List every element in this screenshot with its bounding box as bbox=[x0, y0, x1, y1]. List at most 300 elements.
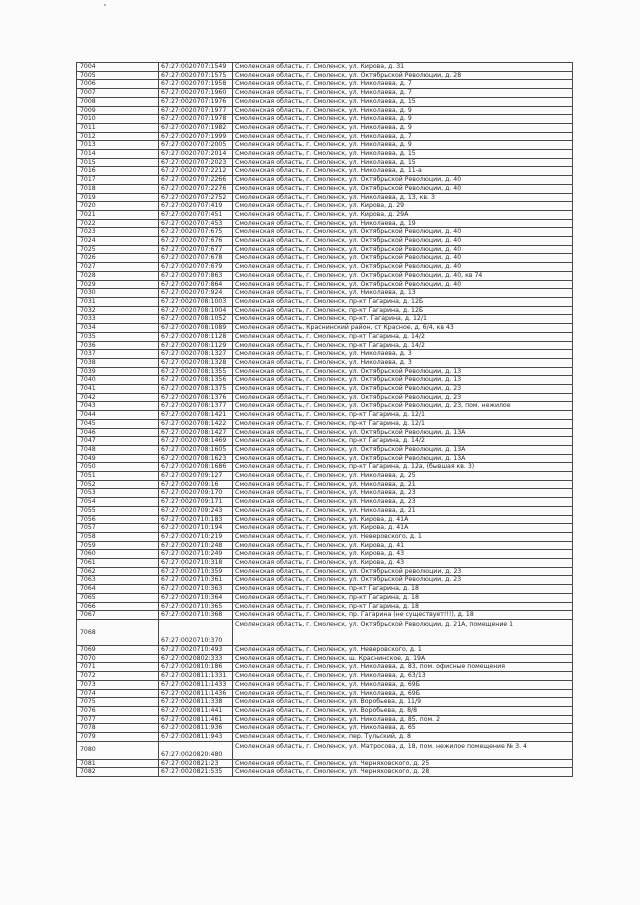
cadastral-number: 67:27:0020820:480 bbox=[159, 741, 233, 759]
row-number: 7008 bbox=[77, 97, 159, 106]
row-number: 7054 bbox=[77, 498, 159, 507]
row-number: 7027 bbox=[77, 263, 159, 272]
table-row bbox=[77, 254, 573, 263]
row-number: 7004 bbox=[77, 63, 159, 72]
table-row bbox=[77, 237, 573, 246]
row-number: 7082 bbox=[77, 768, 159, 777]
row-number: 7081 bbox=[77, 759, 159, 768]
row-number: 7060 bbox=[77, 550, 159, 559]
address-cell: Смоленская область, г. Смоленск, пер. Тульский, д. 8 bbox=[233, 733, 573, 742]
address-cell: Смоленская область, г. Смоленск, пр-кт Гагарина, д. 14/2 bbox=[233, 341, 573, 350]
row-number: 7020 bbox=[77, 202, 159, 211]
address-cell: Смоленская область, г. Смоленск, ул. Октябрьской революции, д. 23 bbox=[233, 567, 573, 576]
table-row bbox=[77, 132, 573, 141]
address-cell: Смоленская область, г. Смоленск, ул. Октябрьской Революции, д. 13А bbox=[233, 428, 573, 437]
address-cell: Смоленская область, г. Смоленск, ул. Октябрьской Революции, д. 28 bbox=[233, 71, 573, 80]
cadastral-number: 67:27:0020710:183 bbox=[159, 515, 233, 524]
registry-table-body bbox=[77, 63, 573, 777]
table-row bbox=[77, 672, 573, 681]
cadastral-number: 67:27:0020710:365 bbox=[159, 602, 233, 611]
cadastral-number: 67:27:0020709:16 bbox=[159, 480, 233, 489]
table-row bbox=[77, 150, 573, 159]
row-number: 7007 bbox=[77, 89, 159, 98]
address-cell: Смоленская область, г. Смоленск, ул. Кирова, д. 41А bbox=[233, 524, 573, 533]
table-row bbox=[77, 620, 573, 646]
table-row bbox=[77, 437, 573, 446]
row-number: 7041 bbox=[77, 385, 159, 394]
cadastral-number: 67:27:0020811:338 bbox=[159, 698, 233, 707]
cadastral-number: 67:27:0020707:2014 bbox=[159, 150, 233, 159]
table-row bbox=[77, 768, 573, 777]
table-row bbox=[77, 602, 573, 611]
row-number: 7025 bbox=[77, 245, 159, 254]
table-row bbox=[77, 715, 573, 724]
table-row bbox=[77, 315, 573, 324]
address-cell: Смоленская область, г. Смоленск, ул. Кирова, д. 41А bbox=[233, 515, 573, 524]
row-number: 7040 bbox=[77, 376, 159, 385]
cadastral-number: 67:27:0020821:23 bbox=[159, 759, 233, 768]
address-cell: Смоленская область, г. Смоленск, ул. Николаева, д. 25 bbox=[233, 472, 573, 481]
row-number: 7048 bbox=[77, 445, 159, 454]
row-number: 7024 bbox=[77, 237, 159, 246]
row-number: 7029 bbox=[77, 280, 159, 289]
cadastral-number: 67:27:0020707:1958 bbox=[159, 80, 233, 89]
address-cell: Смоленская область, г. Смоленск, пр-кт Гагарина, д. 18 bbox=[233, 593, 573, 602]
address-cell: Смоленская область, г. Смоленск, ул. Октябрьской Революции, д. 40 bbox=[233, 176, 573, 185]
row-number: 7017 bbox=[77, 176, 159, 185]
row-number: 7053 bbox=[77, 489, 159, 498]
row-number: 7074 bbox=[77, 689, 159, 698]
table-row bbox=[77, 541, 573, 550]
cadastral-number: 67:27:0020811:441 bbox=[159, 706, 233, 715]
address-cell: Смоленская область, г. Смоленск, пр-кт Гагарина, д. 12Б bbox=[233, 306, 573, 315]
table-row bbox=[77, 680, 573, 689]
row-number: 7066 bbox=[77, 602, 159, 611]
row-number: 7019 bbox=[77, 193, 159, 202]
row-number: 7075 bbox=[77, 698, 159, 707]
cadastral-number: 67:27:0020710:318 bbox=[159, 559, 233, 568]
row-number: 7057 bbox=[77, 524, 159, 533]
row-number: 7012 bbox=[77, 132, 159, 141]
cadastral-number: 67:27:0020710:219 bbox=[159, 532, 233, 541]
table-row bbox=[77, 454, 573, 463]
address-cell: Смоленская область, г. Смоленск, пр-кт Гагарина, д. 18 bbox=[233, 585, 573, 594]
address-cell: Смоленская область, г. Смоленск, пр-кт Гагарина, д. 18 bbox=[233, 602, 573, 611]
table-row bbox=[77, 506, 573, 515]
cadastral-number: 67:27:0020710:194 bbox=[159, 524, 233, 533]
table-row bbox=[77, 489, 573, 498]
table-row bbox=[77, 759, 573, 768]
address-cell: Смоленская область, г. Смоленск, ул. Октябрьской Революции, д. 13 bbox=[233, 376, 573, 385]
address-cell: Смоленская область, г. Смоленск, ул. Октябрьской Революции, д. 40, кв 74 bbox=[233, 271, 573, 280]
row-number: 7062 bbox=[77, 567, 159, 576]
table-row bbox=[77, 611, 573, 620]
table-row bbox=[77, 559, 573, 568]
address-cell: Смоленская область, г. Смоленск, ул. Октябрьской Революции, д. 23 bbox=[233, 576, 573, 585]
address-cell: Смоленская область, г. Смоленск, ул. Николаева, д. 63/13 bbox=[233, 672, 573, 681]
cadastral-number: 67:27:0020707:676 bbox=[159, 237, 233, 246]
cadastral-number: 67:27:0020707:924 bbox=[159, 289, 233, 298]
table-row bbox=[77, 654, 573, 663]
row-number: 7064 bbox=[77, 585, 159, 594]
cadastral-number: 67:27:0020708:1605 bbox=[159, 445, 233, 454]
address-cell: Смоленская область, г. Смоленск, ул. Николаева, д. 9 bbox=[233, 106, 573, 115]
cadastral-number: 67:27:0020707:2276 bbox=[159, 184, 233, 193]
table-row bbox=[77, 376, 573, 385]
address-cell: Смоленская область, г. Смоленск, ул. Николаева, д. 21 bbox=[233, 480, 573, 489]
cadastral-number: 67:27:0020707:863 bbox=[159, 271, 233, 280]
table-row bbox=[77, 576, 573, 585]
row-number: 7013 bbox=[77, 141, 159, 150]
table-row bbox=[77, 498, 573, 507]
row-number: 7047 bbox=[77, 437, 159, 446]
row-number: 7036 bbox=[77, 341, 159, 350]
address-cell: Смоленская область, г. Смоленск, пр-кт Гагарина, д. 12/1 bbox=[233, 419, 573, 428]
row-number: 7015 bbox=[77, 158, 159, 167]
row-number: 7052 bbox=[77, 480, 159, 489]
table-row bbox=[77, 289, 573, 298]
cadastral-number: 67:27:0020707:678 bbox=[159, 254, 233, 263]
row-number: 7050 bbox=[77, 463, 159, 472]
address-cell: Смоленская область, г. Смоленск, ул. Неверовского, д. 1 bbox=[233, 646, 573, 655]
cadastral-number: 67:27:0020707:677 bbox=[159, 245, 233, 254]
cadastral-number: 67:27:0020811:1331 bbox=[159, 672, 233, 681]
cadastral-number: 67:27:0020708:1355 bbox=[159, 367, 233, 376]
cadastral-number: 67:27:0020708:1128 bbox=[159, 332, 233, 341]
cadastral-number: 67:27:0020709:170 bbox=[159, 489, 233, 498]
row-number: 7080 bbox=[77, 741, 159, 759]
cadastral-number: 67:27:0020708:1003 bbox=[159, 297, 233, 306]
address-cell: Смоленская область, г. Смоленск, ул. Николаева, д. 13, кв. 3 bbox=[233, 193, 573, 202]
table-row bbox=[77, 402, 573, 411]
cadastral-number: 67:27:0020707:2266 bbox=[159, 176, 233, 185]
row-number: 7059 bbox=[77, 541, 159, 550]
cadastral-number: 67:27:0020811:461 bbox=[159, 715, 233, 724]
row-number: 7009 bbox=[77, 106, 159, 115]
table-row bbox=[77, 263, 573, 272]
cadastral-number: 67:27:0020710:370 bbox=[159, 620, 233, 646]
row-number: 7058 bbox=[77, 532, 159, 541]
cadastral-number: 67:27:0020707:1999 bbox=[159, 132, 233, 141]
address-cell: Смоленская область, г. Смоленск, ул. Николаева, д. 9 bbox=[233, 115, 573, 124]
cadastral-number: 67:27:0020708:1686 bbox=[159, 463, 233, 472]
table-row bbox=[77, 219, 573, 228]
table-row bbox=[77, 358, 573, 367]
table-row bbox=[77, 193, 573, 202]
address-cell: Смоленская область, г. Смоленск, ул. Николаева, д. 15 bbox=[233, 150, 573, 159]
cadastral-number: 67:27:0020710:248 bbox=[159, 541, 233, 550]
address-cell: Смоленская область, г. Смоленск, ул. Николаева, д. 23 bbox=[233, 498, 573, 507]
cadastral-number: 67:27:0020710:363 bbox=[159, 585, 233, 594]
address-cell: Смоленская область, г. Смоленск, пр. Гагарина (не существует!!!), д. 18 bbox=[233, 611, 573, 620]
row-number: 7033 bbox=[77, 315, 159, 324]
row-number: 7051 bbox=[77, 472, 159, 481]
address-cell: Смоленская область, г. Смоленск, ул. Николаева, д. 85, пом. 2 bbox=[233, 715, 573, 724]
address-cell: Смоленская область, г. Смоленск, ул. Октябрьской Революции, д. 23 bbox=[233, 385, 573, 394]
address-cell: Смоленская область, г. Смоленск, ул. Кирова, д. 43 bbox=[233, 550, 573, 559]
table-row bbox=[77, 202, 573, 211]
table-row bbox=[77, 733, 573, 742]
table-row bbox=[77, 741, 573, 759]
registry-table bbox=[76, 62, 573, 777]
address-cell: Смоленская область, г. Смоленск, ул. Кирова, д. 31 bbox=[233, 63, 573, 72]
address-cell: Смоленская область, г. Смоленск, ул. Николаева, д. 7 bbox=[233, 89, 573, 98]
address-cell: Смоленская область, г. Смоленск, ул. Кирова, д. 43 bbox=[233, 559, 573, 568]
table-row bbox=[77, 306, 573, 315]
address-cell: Смоленская область, г. Смоленск, ул. Николаева, д. 3 bbox=[233, 350, 573, 359]
table-row bbox=[77, 350, 573, 359]
table-row bbox=[77, 706, 573, 715]
table-row bbox=[77, 80, 573, 89]
address-cell: Смоленская область, г. Смоленск, ул. Октябрьской Революции, д. 40 bbox=[233, 245, 573, 254]
address-cell: Смоленская область, г. Смоленск, ул. Николаева, д. 11-а bbox=[233, 167, 573, 176]
row-number: 7010 bbox=[77, 115, 159, 124]
cadastral-number: 67:27:0020707:2212 bbox=[159, 167, 233, 176]
table-row bbox=[77, 585, 573, 594]
address-cell: Смоленская область, г. Смоленск, ул. Кирова, д. 41 bbox=[233, 541, 573, 550]
cadastral-number: 67:27:0020707:2752 bbox=[159, 193, 233, 202]
address-cell: Смоленская область, г. Смоленск, ул. Николаева, д. 69Б bbox=[233, 680, 573, 689]
cadastral-number: 67:27:0020707:453 bbox=[159, 219, 233, 228]
cadastral-number: 67:27:0020708:1356 bbox=[159, 376, 233, 385]
row-number: 7055 bbox=[77, 506, 159, 515]
row-number: 7031 bbox=[77, 297, 159, 306]
cadastral-number: 67:27:0020709:127 bbox=[159, 472, 233, 481]
row-number: 7079 bbox=[77, 733, 159, 742]
table-row bbox=[77, 428, 573, 437]
table-row bbox=[77, 184, 573, 193]
address-cell: Смоленская область, г. Смоленск, ул. Николаева, д. 83, пом. офисные помещения bbox=[233, 663, 573, 672]
table-row bbox=[77, 593, 573, 602]
address-cell: Смоленская область, г. Смоленск, ул. Октябрьской Революции, д. 13А bbox=[233, 454, 573, 463]
cadastral-number: 67:27:0020707:679 bbox=[159, 263, 233, 272]
table-row bbox=[77, 141, 573, 150]
address-cell: Смоленская область, г. Смоленск, ул. Николаева, д. 15 bbox=[233, 158, 573, 167]
row-number: 7016 bbox=[77, 167, 159, 176]
address-cell: Смоленская область, г. Смоленск, ул. Николаева, д. 9 bbox=[233, 141, 573, 150]
row-number: 7049 bbox=[77, 454, 159, 463]
cadastral-number: 67:27:0020708:1129 bbox=[159, 341, 233, 350]
row-number: 7046 bbox=[77, 428, 159, 437]
table-row bbox=[77, 524, 573, 533]
cadastral-number: 67:27:0020708:1004 bbox=[159, 306, 233, 315]
address-cell: Смоленская область, г. Смоленск, ул. Октябрьской Революции, д. 23 bbox=[233, 393, 573, 402]
address-cell: Смоленская область, г. Смоленск, ул. Кирова, д. 29А bbox=[233, 210, 573, 219]
row-number: 7011 bbox=[77, 123, 159, 132]
cadastral-number: 67:27:0020811:943 bbox=[159, 733, 233, 742]
cadastral-number: 67:27:0020710:361 bbox=[159, 576, 233, 585]
row-number: 7032 bbox=[77, 306, 159, 315]
cadastral-number: 67:27:0020821:535 bbox=[159, 768, 233, 777]
address-cell: Смоленская область, г. Смоленск, ул. Октябрьской Революции, д. 40 bbox=[233, 228, 573, 237]
cadastral-number: 67:27:0020708:1327 bbox=[159, 350, 233, 359]
table-row bbox=[77, 228, 573, 237]
row-number: 7077 bbox=[77, 715, 159, 724]
address-cell: Смоленская область, г. Смоленск, пр-кт. Гагарина, д. 12/1 bbox=[233, 315, 573, 324]
cadastral-number: 67:27:0020709:171 bbox=[159, 498, 233, 507]
address-cell: Смоленская область, г. Смоленск, ул. Черняховского, д. 25 bbox=[233, 759, 573, 768]
address-cell: Смоленская область, г. Смоленск, ул. Октябрьской Революции, д. 13А bbox=[233, 445, 573, 454]
scan-speck bbox=[104, 4, 106, 6]
row-number: 7068 bbox=[77, 620, 159, 646]
address-cell: Смоленская область, г. Смоленск, ул. Октябрьской Революции, д. 40 bbox=[233, 184, 573, 193]
address-cell: Смоленская область, Краснинский район, ст Красное, д. 6/4, кв 43 bbox=[233, 324, 573, 333]
cadastral-number: 67:27:0020708:1623 bbox=[159, 454, 233, 463]
row-number: 7038 bbox=[77, 358, 159, 367]
row-number: 7042 bbox=[77, 393, 159, 402]
table-row bbox=[77, 280, 573, 289]
table-row bbox=[77, 567, 573, 576]
cadastral-number: 67:27:0020710:249 bbox=[159, 550, 233, 559]
table-row bbox=[77, 89, 573, 98]
row-number: 7072 bbox=[77, 672, 159, 681]
table-row bbox=[77, 689, 573, 698]
address-cell: Смоленская область, г. Смоленск, пр-кт Гагарина, д. 12Б bbox=[233, 297, 573, 306]
cadastral-number: 67:27:0020802:333 bbox=[159, 654, 233, 663]
table-row bbox=[77, 324, 573, 333]
table-row bbox=[77, 663, 573, 672]
row-number: 7073 bbox=[77, 680, 159, 689]
cadastral-number: 67:27:0020708:1422 bbox=[159, 419, 233, 428]
address-cell: Смоленская область, г. Смоленск, ул. Николаева, д. 7 bbox=[233, 132, 573, 141]
address-cell: Смоленская область, г. Смоленск, ул. Николаева, д. 69Б bbox=[233, 689, 573, 698]
table-row bbox=[77, 71, 573, 80]
address-cell: Смоленская область, г. Смоленск, ул. Черняховского, д. 28 bbox=[233, 768, 573, 777]
row-number: 7034 bbox=[77, 324, 159, 333]
cadastral-number: 67:27:0020811:1436 bbox=[159, 689, 233, 698]
table-row bbox=[77, 97, 573, 106]
address-cell: Смоленская область, г. Смоленск, ул. Воробьева, д. 8/8 bbox=[233, 706, 573, 715]
cadastral-number: 67:27:0020708:1377 bbox=[159, 402, 233, 411]
cadastral-number: 67:27:0020707:1977 bbox=[159, 106, 233, 115]
table-row bbox=[77, 123, 573, 132]
row-number: 7061 bbox=[77, 559, 159, 568]
cadastral-number: 67:27:0020707:419 bbox=[159, 202, 233, 211]
row-number: 7056 bbox=[77, 515, 159, 524]
row-number: 7071 bbox=[77, 663, 159, 672]
cadastral-number: 67:27:0020810:186 bbox=[159, 663, 233, 672]
row-number: 7045 bbox=[77, 419, 159, 428]
address-cell: Смоленская область, г. Смоленск, ул. Октябрьской Революции, д. 13 bbox=[233, 367, 573, 376]
table-row bbox=[77, 472, 573, 481]
address-cell: Смоленская область, г. Смоленск, ул. Николаева, д. 21 bbox=[233, 506, 573, 515]
address-cell: Смоленская область, г. Смоленск, ул. Николаева, д. 9 bbox=[233, 123, 573, 132]
address-cell: Смоленская область, г. Смоленск, ул. Николаева, д. 3 bbox=[233, 358, 573, 367]
row-number: 7022 bbox=[77, 219, 159, 228]
table-row bbox=[77, 115, 573, 124]
table-row bbox=[77, 367, 573, 376]
table-row bbox=[77, 176, 573, 185]
address-cell: Смоленская область, г. Смоленск, ш. Краснинское, д. 19А bbox=[233, 654, 573, 663]
address-cell: Смоленская область, г. Смоленск, ул. Николаева, д. 15 bbox=[233, 97, 573, 106]
row-number: 7070 bbox=[77, 654, 159, 663]
row-number: 7018 bbox=[77, 184, 159, 193]
cadastral-number: 67:27:0020811:936 bbox=[159, 724, 233, 733]
cadastral-number: 67:27:0020708:1469 bbox=[159, 437, 233, 446]
address-cell: Смоленская область, г. Смоленск, ул. Николаева, д. 19 bbox=[233, 219, 573, 228]
cadastral-number: 67:27:0020707:451 bbox=[159, 210, 233, 219]
row-number: 7065 bbox=[77, 593, 159, 602]
table-row bbox=[77, 515, 573, 524]
table-row bbox=[77, 210, 573, 219]
table-row bbox=[77, 532, 573, 541]
cadastral-number: 67:27:0020708:1328 bbox=[159, 358, 233, 367]
address-cell: Смоленская область, г. Смоленск, пр-кт Гагарина, д. 14/2 bbox=[233, 437, 573, 446]
cadastral-number: 67:27:0020708:1375 bbox=[159, 385, 233, 394]
table-row bbox=[77, 698, 573, 707]
table-row bbox=[77, 106, 573, 115]
address-cell: Смоленская область, г. Смоленск, ул. Воробьева, д. 11/9 bbox=[233, 698, 573, 707]
table-row bbox=[77, 393, 573, 402]
row-number: 7044 bbox=[77, 411, 159, 420]
table-row bbox=[77, 724, 573, 733]
row-number: 7023 bbox=[77, 228, 159, 237]
address-cell: Смоленская область, г. Смоленск, ул. Кирова, д. 29 bbox=[233, 202, 573, 211]
table-row bbox=[77, 385, 573, 394]
address-cell: Смоленская область, г. Смоленск, ул. Октябрьской Революции, д. 23, пом. нежилое bbox=[233, 402, 573, 411]
row-number: 7067 bbox=[77, 611, 159, 620]
table-row bbox=[77, 332, 573, 341]
cadastral-number: 67:27:0020708:1376 bbox=[159, 393, 233, 402]
address-cell: Смоленская область, г. Смоленск, ул. Николаева, д. 65 bbox=[233, 724, 573, 733]
address-cell: Смоленская область, г. Смоленск, ул. Октябрьской Революции, д. 40 bbox=[233, 254, 573, 263]
row-number: 7035 bbox=[77, 332, 159, 341]
row-number: 7037 bbox=[77, 350, 159, 359]
row-number: 7043 bbox=[77, 402, 159, 411]
cadastral-number: 67:27:0020707:1982 bbox=[159, 123, 233, 132]
cadastral-number: 67:27:0020707:1549 bbox=[159, 63, 233, 72]
cadastral-number: 67:27:0020707:1978 bbox=[159, 115, 233, 124]
cadastral-number: 67:27:0020707:1976 bbox=[159, 97, 233, 106]
address-cell: Смоленская область, г. Смоленск, ул. Октябрьской Революции, д. 21А, помещение 1 bbox=[233, 620, 573, 646]
address-cell: Смоленская область, г. Смоленск, ул. Октябрьской Революции, д. 40 bbox=[233, 280, 573, 289]
cadastral-number: 67:27:0020707:1575 bbox=[159, 71, 233, 80]
table-row bbox=[77, 167, 573, 176]
row-number: 7005 bbox=[77, 71, 159, 80]
address-cell: Смоленская область, г. Смоленск, ул. Октябрьской Революции, д. 40 bbox=[233, 263, 573, 272]
cadastral-number: 67:27:0020710:359 bbox=[159, 567, 233, 576]
row-number: 7028 bbox=[77, 271, 159, 280]
table-row bbox=[77, 419, 573, 428]
row-number: 7030 bbox=[77, 289, 159, 298]
address-cell: Смоленская область, г. Смоленск, ул. Матросова, д. 18, пом. нежилое помещение № 3. 4 bbox=[233, 741, 573, 759]
cadastral-number: 67:27:0020708:1421 bbox=[159, 411, 233, 420]
row-number: 7039 bbox=[77, 367, 159, 376]
cadastral-number: 67:27:0020710:364 bbox=[159, 593, 233, 602]
cadastral-number: 67:27:0020710:493 bbox=[159, 646, 233, 655]
cadastral-number: 67:27:0020708:1052 bbox=[159, 315, 233, 324]
cadastral-number: 67:27:0020707:2023 bbox=[159, 158, 233, 167]
address-cell: Смоленская область, г. Смоленск, пр-кт Гагарина, д. 14/2 bbox=[233, 332, 573, 341]
table-row bbox=[77, 445, 573, 454]
row-number: 7078 bbox=[77, 724, 159, 733]
row-number: 7021 bbox=[77, 210, 159, 219]
address-cell: Смоленская область, г. Смоленск, ул. Неверовского, д. 1 bbox=[233, 532, 573, 541]
cadastral-number: 67:27:0020707:864 bbox=[159, 280, 233, 289]
table-row bbox=[77, 411, 573, 420]
cadastral-number: 67:27:0020811:1433 bbox=[159, 680, 233, 689]
address-cell: Смоленская область, г. Смоленск, ул. Николаева, д. 7 bbox=[233, 80, 573, 89]
cadastral-number: 67:27:0020707:675 bbox=[159, 228, 233, 237]
row-number: 7076 bbox=[77, 706, 159, 715]
table-row bbox=[77, 245, 573, 254]
table-row bbox=[77, 463, 573, 472]
table-row bbox=[77, 297, 573, 306]
table-row bbox=[77, 341, 573, 350]
table-row bbox=[77, 480, 573, 489]
table-row bbox=[77, 550, 573, 559]
cadastral-number: 67:27:0020709:243 bbox=[159, 506, 233, 515]
